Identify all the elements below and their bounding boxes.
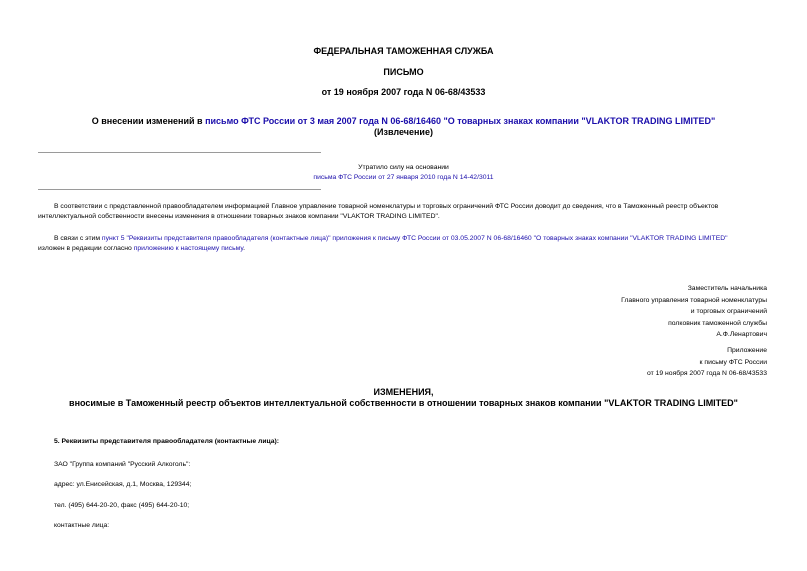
title-prefix: О внесении изменений в <box>91 116 206 126</box>
status-text: Утратило силу на основании <box>358 164 449 171</box>
document-title <box>0 116 807 126</box>
appendix-line: к письму ФТС России <box>699 358 767 366</box>
signature-line: и торговых ограничений <box>690 308 767 315</box>
changes-subheading: вносимые в Таможенный реестр объектов интеллектуальной собственности в отношении товарных знаков компании "VLAKTOR TRADING LIMITED" <box>69 398 738 408</box>
paragraph-2-link[interactable]: пункт 5 "Реквизиты представителя правообладателя (контактные лица)" приложения к письму ФТС России от 03.05.2007 N 06-68/16460 "О товарных знаках компании "VLAKTOR TRADING LIMITED" <box>101 235 728 242</box>
appendix-line: от 19 ноября 2007 года N 06-68/43533 <box>646 370 767 377</box>
divider-bottom <box>38 189 321 190</box>
title-note: (Извлечение) <box>374 127 433 137</box>
title-link[interactable]: письмо ФТС России от 3 мая 2007 года N 06-68/16460 "О товарных знаках компании "VLAKTOR TRADING LIMITED" <box>205 116 716 126</box>
section-5-company: ЗАО "Группа компаний "Русский Алкоголь": <box>54 461 191 468</box>
signature-line: полковник таможенной службы <box>668 319 767 327</box>
appendix-block <box>467 345 767 380</box>
paragraph-2-line-1 <box>38 234 771 244</box>
paragraph-2-line-2: изложен в редакции согласно приложению к настоящему письму. <box>38 245 245 252</box>
appendix-link[interactable]: приложению к настоящему письму <box>133 245 244 252</box>
paragraph-2-prefix: В связи с этим <box>54 235 102 242</box>
agency-name: ФЕДЕРАЛЬНАЯ ТАМОЖЕННАЯ СЛУЖБА <box>313 46 494 56</box>
paragraph-1: В соответствии с представленной правообладателем информацией Главное управление товарной номенклатуры и торговых ограничений ФТС России доводит до сведения, что в Таможенный реестр объектов интеллектуальной собственности внесены изменения в отношении товарных знаков компании "VLAKTOR TRADING LIMITED". <box>38 203 719 220</box>
appendix-line: Приложение <box>727 347 767 354</box>
section-5-contacts: контактные лица: <box>54 522 110 529</box>
section-5-title: 5. Реквизиты представителя правообладателя (контактные лица): <box>54 438 280 445</box>
section-5-phone: тел. (495) 644-20-20, факс (495) 644-20-10; <box>54 502 190 509</box>
signature-line: Главного управления товарной номенклатуры <box>621 296 767 304</box>
status-link[interactable]: письма ФТС России от 27 января 2010 года N 14-42/3011 <box>313 174 494 181</box>
signature-line: Заместитель начальника <box>687 285 767 292</box>
document-date-number: от 19 ноября 2007 года N 06-68/43533 <box>321 87 486 97</box>
section-5-address: адрес: ул.Енисейская, д.1, Москва, 129344; <box>54 481 192 488</box>
divider-top <box>38 152 321 153</box>
signature-block <box>467 283 767 341</box>
signature-line: А.Ф.Ленартович <box>716 331 767 338</box>
document-type: ПИСЬМО <box>383 67 424 77</box>
changes-heading: ИЗМЕНЕНИЯ, <box>373 387 434 397</box>
